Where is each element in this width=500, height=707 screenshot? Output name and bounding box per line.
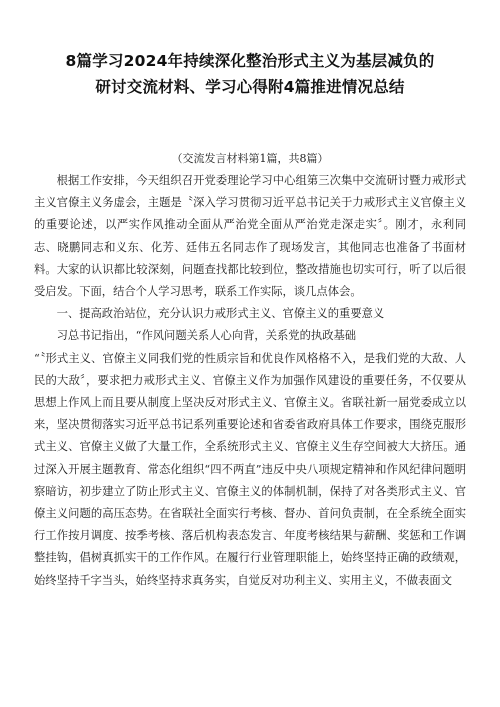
title-line-2: 研讨交流材料、学习心得附4篇推进情况总结	[95, 78, 405, 96]
paragraph-intro: 根据工作安排，今天组织召开党委理论学习中心组第三次集中交流研讨暨力戒形式主义官僚主义务虚会，主题是〝深入学习贯彻习近平总书记关于力戒形式主义官僚主义的重要论述，以严实作风推动全面从严治党全面从严治党走深走实〞。刚才，永利同志、晓鹏同志和义东、化芳、廷伟五名同志作了现场发言，其他同志也准备了书面材料。大家的认识都比较深刻，问题查找都比较到位，整改措施也切实可行，听了以后很受启发。下面，结合个人学习思考，联系工作实际，谈几点体会。	[34, 174, 466, 299]
title-line-1: 8篇学习2024年持续深化整治形式主义为基层减负的	[65, 52, 435, 70]
paragraph-quote-intro: 习总书记指出，“作风问题关系人心向背，关系党的执政基础	[56, 329, 357, 343]
paragraph-body: “〝形式主义、官僚主义同我们党的性质宗旨和优良作风格格不入，是我们党的大敌、人民的大敌〞，要求把力戒形式主义、官僚主义作为加强作风建设的重要任务，不仅要从思想上作风上而且要从制度上坚决反对形式主义、官僚主义。省联社新一届党委成立以来，坚决贯彻落实习近平总书记系列重要论述和省委省政府具体工作要求，围绕克服形式主义、官僚主义做了大量工作，全系统形式主义、官僚主义生存空间被大大挤压。通过深入开展主题教育、常态化组织“四不两直”违反中央八项规定精神和作风纪律问题明察暗访，初步建立了防止形式主义、官僚主义的体制机制，保持了对各类形式主义、官僚主义问题的高压态势。在省联社全面实行考核、督办、首问负责制，在全系统全面实行工作按月调度、按季考核、落后机构表态发言、年度考核结果与薪酬、奖惩和工作调整挂钩，倡树真抓实干的工作作风。在履行行业管理职能上，始终坚持正确的政绩观，始终坚持千字当头，始终坚持求真务实，自觉反对功利主义、实用主义，不做表面文	[34, 351, 466, 587]
section-heading-1: 一、提高政治站位，充分认识力戒形式主义、官僚主义的重要意义	[56, 307, 385, 321]
document-subtitle: （交流发言材料第1篇，共8篇）	[171, 152, 329, 165]
document-body	[34, 170, 466, 592]
document-title	[34, 48, 466, 100]
